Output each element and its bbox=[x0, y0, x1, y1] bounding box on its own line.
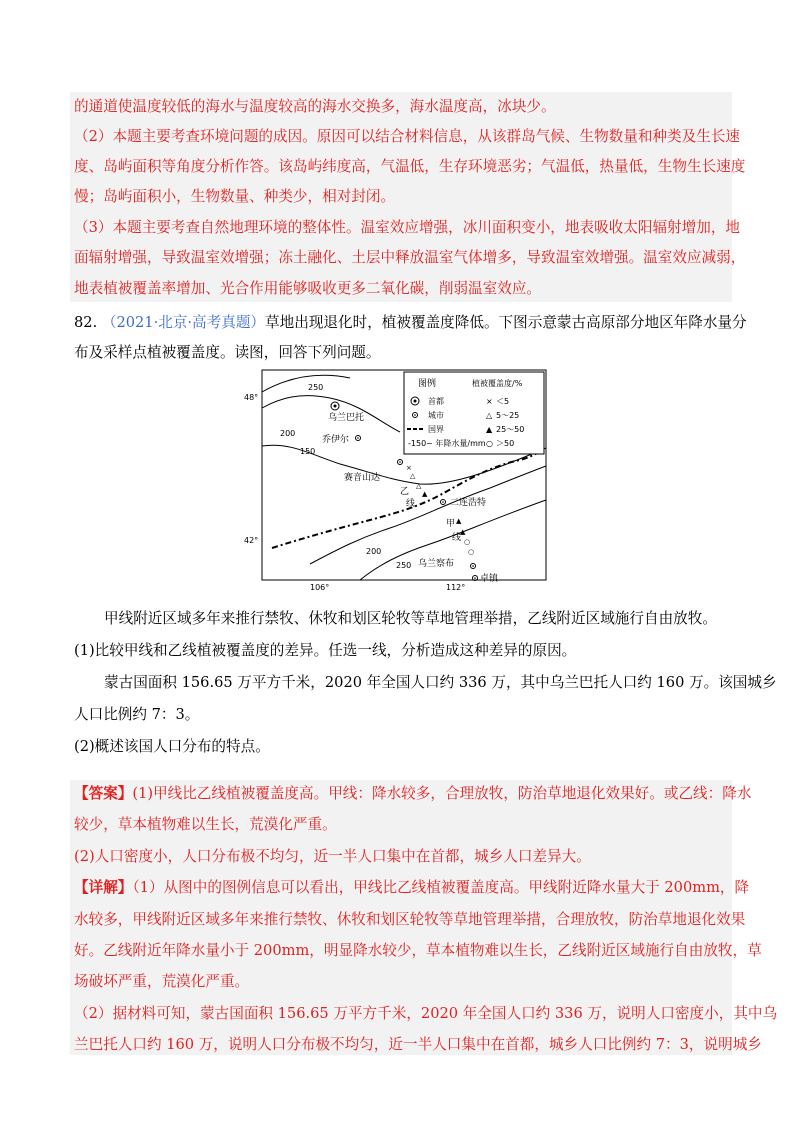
isohyet-250-north: 250 bbox=[308, 383, 324, 392]
detail-line-2: 水较多，甲线附近区域多年来推行禁牧、休牧和划区轮牧等草地管理举措，合理放牧，防治草地退化效果 bbox=[74, 911, 746, 928]
sample-point-icon: ○ bbox=[464, 538, 471, 546]
legend-veg-2: 5～25 bbox=[496, 411, 520, 420]
material-paragraph-2-line-1: 蒙古国面积 156.65 万平方千米，2020 年全国人口约 336 万，其中乌兰巴托人口约 160 万。该国城乡 bbox=[104, 674, 777, 691]
veg-gt50-icon: ○ bbox=[486, 439, 493, 448]
detail-tag: 【详解】 bbox=[74, 879, 133, 896]
answer-text-1: (1)甲线比乙线植被覆盖度高。甲线：降水较多，合理放牧，防治草地退化效果好。或乙线：降水 bbox=[132, 785, 752, 802]
lat-42: 42° bbox=[244, 536, 259, 545]
sample-point-icon: ▲ bbox=[422, 490, 428, 498]
isohyet-250-south: 250 bbox=[396, 561, 412, 570]
lon-106: 106° bbox=[310, 583, 330, 592]
sample-point-icon: △ bbox=[416, 482, 422, 490]
question-line-1 bbox=[74, 313, 747, 333]
answer-line-3: (2)人口密度小，人口分布极不均匀，近一半人口集中在首都，城乡人口差异大。 bbox=[74, 848, 591, 865]
prev-answer-line-2: （2）本题主要考查环境问题的成因。原因可以结合材料信息，从该群岛气候、生物数量和种类及生长速 bbox=[74, 128, 741, 145]
detail-line-1 bbox=[74, 878, 749, 898]
material-paragraph-2-line-2: 人口比例约 7：3。 bbox=[74, 706, 200, 723]
line-jia-char2: 线 bbox=[452, 533, 462, 543]
answer-line-1 bbox=[74, 784, 751, 804]
lon-112: 112° bbox=[446, 583, 466, 592]
isohyet-200-north: 200 bbox=[280, 429, 296, 438]
city-zhuozi: 卓镇 bbox=[480, 574, 499, 584]
veg-25-50-icon: ▲ bbox=[486, 425, 493, 434]
prev-answer-line-6: 面辐射增强，导致温室效增强；冻土融化、土层中释放温室气体增多，导致温室效增强。温室效应减弱， bbox=[74, 249, 746, 266]
city-sainshand: 赛音山达 bbox=[344, 473, 381, 483]
line-yi-char1: 乙 bbox=[400, 487, 410, 497]
material-paragraph-1: 甲线附近区域多年来推行禁牧、休牧和划区轮牧等草地管理举措，乙线附近区域施行自由放牧。 bbox=[104, 610, 717, 627]
prev-answer-line-4: 慢；岛屿面积小，生物数量、种类少，相对封闭。 bbox=[74, 188, 396, 205]
detail-text-1: （1）从图中的图例信息可以看出，甲线比乙线植被覆盖度高。甲线附近降水量大于 200mm，降 bbox=[132, 879, 750, 896]
veg-lt5-icon: × bbox=[486, 397, 493, 406]
legend-city: 城市 bbox=[428, 411, 444, 420]
city-erenhot: 二连浩特 bbox=[450, 498, 487, 508]
detail-line-4: 场破坏严重，荒漠化严重。 bbox=[74, 973, 250, 990]
city-ulanqab: 乌兰察布 bbox=[418, 559, 455, 569]
sample-point-icon: ○ bbox=[468, 548, 475, 556]
question-2: (2)概述该国人口分布的特点。 bbox=[74, 738, 270, 755]
question-line-2: 布及采样点植被覆盖度。读图，回答下列问题。 bbox=[74, 344, 381, 361]
legend-veg-3: 25～50 bbox=[496, 425, 525, 434]
prev-answer-line-3: 度、岛屿面积等角度分析作答。该岛屿纬度高，气温低，生存环境恶劣；气温低，热量低，生物生长速度 bbox=[74, 158, 746, 175]
line-yi-char2: 线 bbox=[406, 499, 416, 509]
question-text-1: 草地出现退化时，植被覆盖度降低。下图示意蒙古高原部分地区年降水量分 bbox=[265, 314, 747, 331]
veg-5-25-icon: △ bbox=[486, 411, 493, 420]
question-number: 82. bbox=[74, 314, 98, 331]
isohyet-150: 150 bbox=[300, 447, 316, 456]
legend-veg-title: 植被覆盖度/% bbox=[472, 379, 523, 388]
answer-line-2: 较少，草本植物难以生长，荒漠化严重。 bbox=[74, 816, 337, 833]
sample-point-icon: ▲ bbox=[456, 517, 462, 525]
sample-point-icon: ▲ bbox=[460, 528, 466, 536]
isohyet-200-south: 200 bbox=[366, 547, 382, 556]
legend-veg-4: ＞50 bbox=[496, 439, 515, 448]
prev-answer-line-7: 地表植被覆盖率增加、光合作用能够吸收更多二氧化碳，削弱温室效应。 bbox=[74, 280, 542, 297]
line-jia-char1: 甲 bbox=[446, 519, 456, 529]
legend-veg-1: ＜5 bbox=[496, 397, 510, 406]
mongolia-precipitation-map bbox=[244, 368, 550, 608]
prev-answer-line-1: 的通道使温度较低的海水与温度较高的海水交换多，海水温度高，冰块少。 bbox=[74, 98, 556, 115]
legend-isohyet: -150~ 年降水量/mm bbox=[408, 439, 486, 448]
question-1: (1)比较甲线和乙线植被覆盖度的差异。任选一线，分析造成这种差异的原因。 bbox=[74, 642, 577, 659]
prev-answer-line-5: （3）本题主要考查自然地理环境的整体性。温室效应增强，冰川面积变小，地表吸收太阳辐射增加，地 bbox=[74, 219, 741, 236]
answer-tag: 【答案】 bbox=[74, 785, 133, 802]
legend-capital: 首都 bbox=[428, 397, 444, 406]
detail-line-6: 兰巴托人口约 160 万，说明人口分布极不均匀，近一半人口集中在首都，城乡人口比例约 7：3，说明城乡 bbox=[74, 1036, 762, 1053]
sample-point-icon: △ bbox=[410, 472, 416, 480]
city-choir: 乔伊尔 bbox=[322, 435, 350, 445]
detail-line-5: （2）据材料可知，蒙古国面积 156.65 万平方千米，2020 年全国人口约 336 万，说明人口密度小，其中乌 bbox=[74, 1005, 778, 1022]
lat-48: 48° bbox=[244, 393, 259, 402]
legend-border: 国界 bbox=[428, 425, 444, 434]
city-ulaanbaatar: 乌兰巴托 bbox=[328, 413, 365, 423]
question-source[interactable]: （2021·北京·高考真题） bbox=[101, 314, 266, 331]
detail-line-3: 好。乙线附近年降水量小于 200mm，明显降水较少，草本植物难以生长，乙线附近区域施行自由放牧，草 bbox=[74, 942, 762, 959]
legend-title: 图例 bbox=[418, 379, 437, 389]
sample-point-icon: × bbox=[406, 464, 412, 472]
